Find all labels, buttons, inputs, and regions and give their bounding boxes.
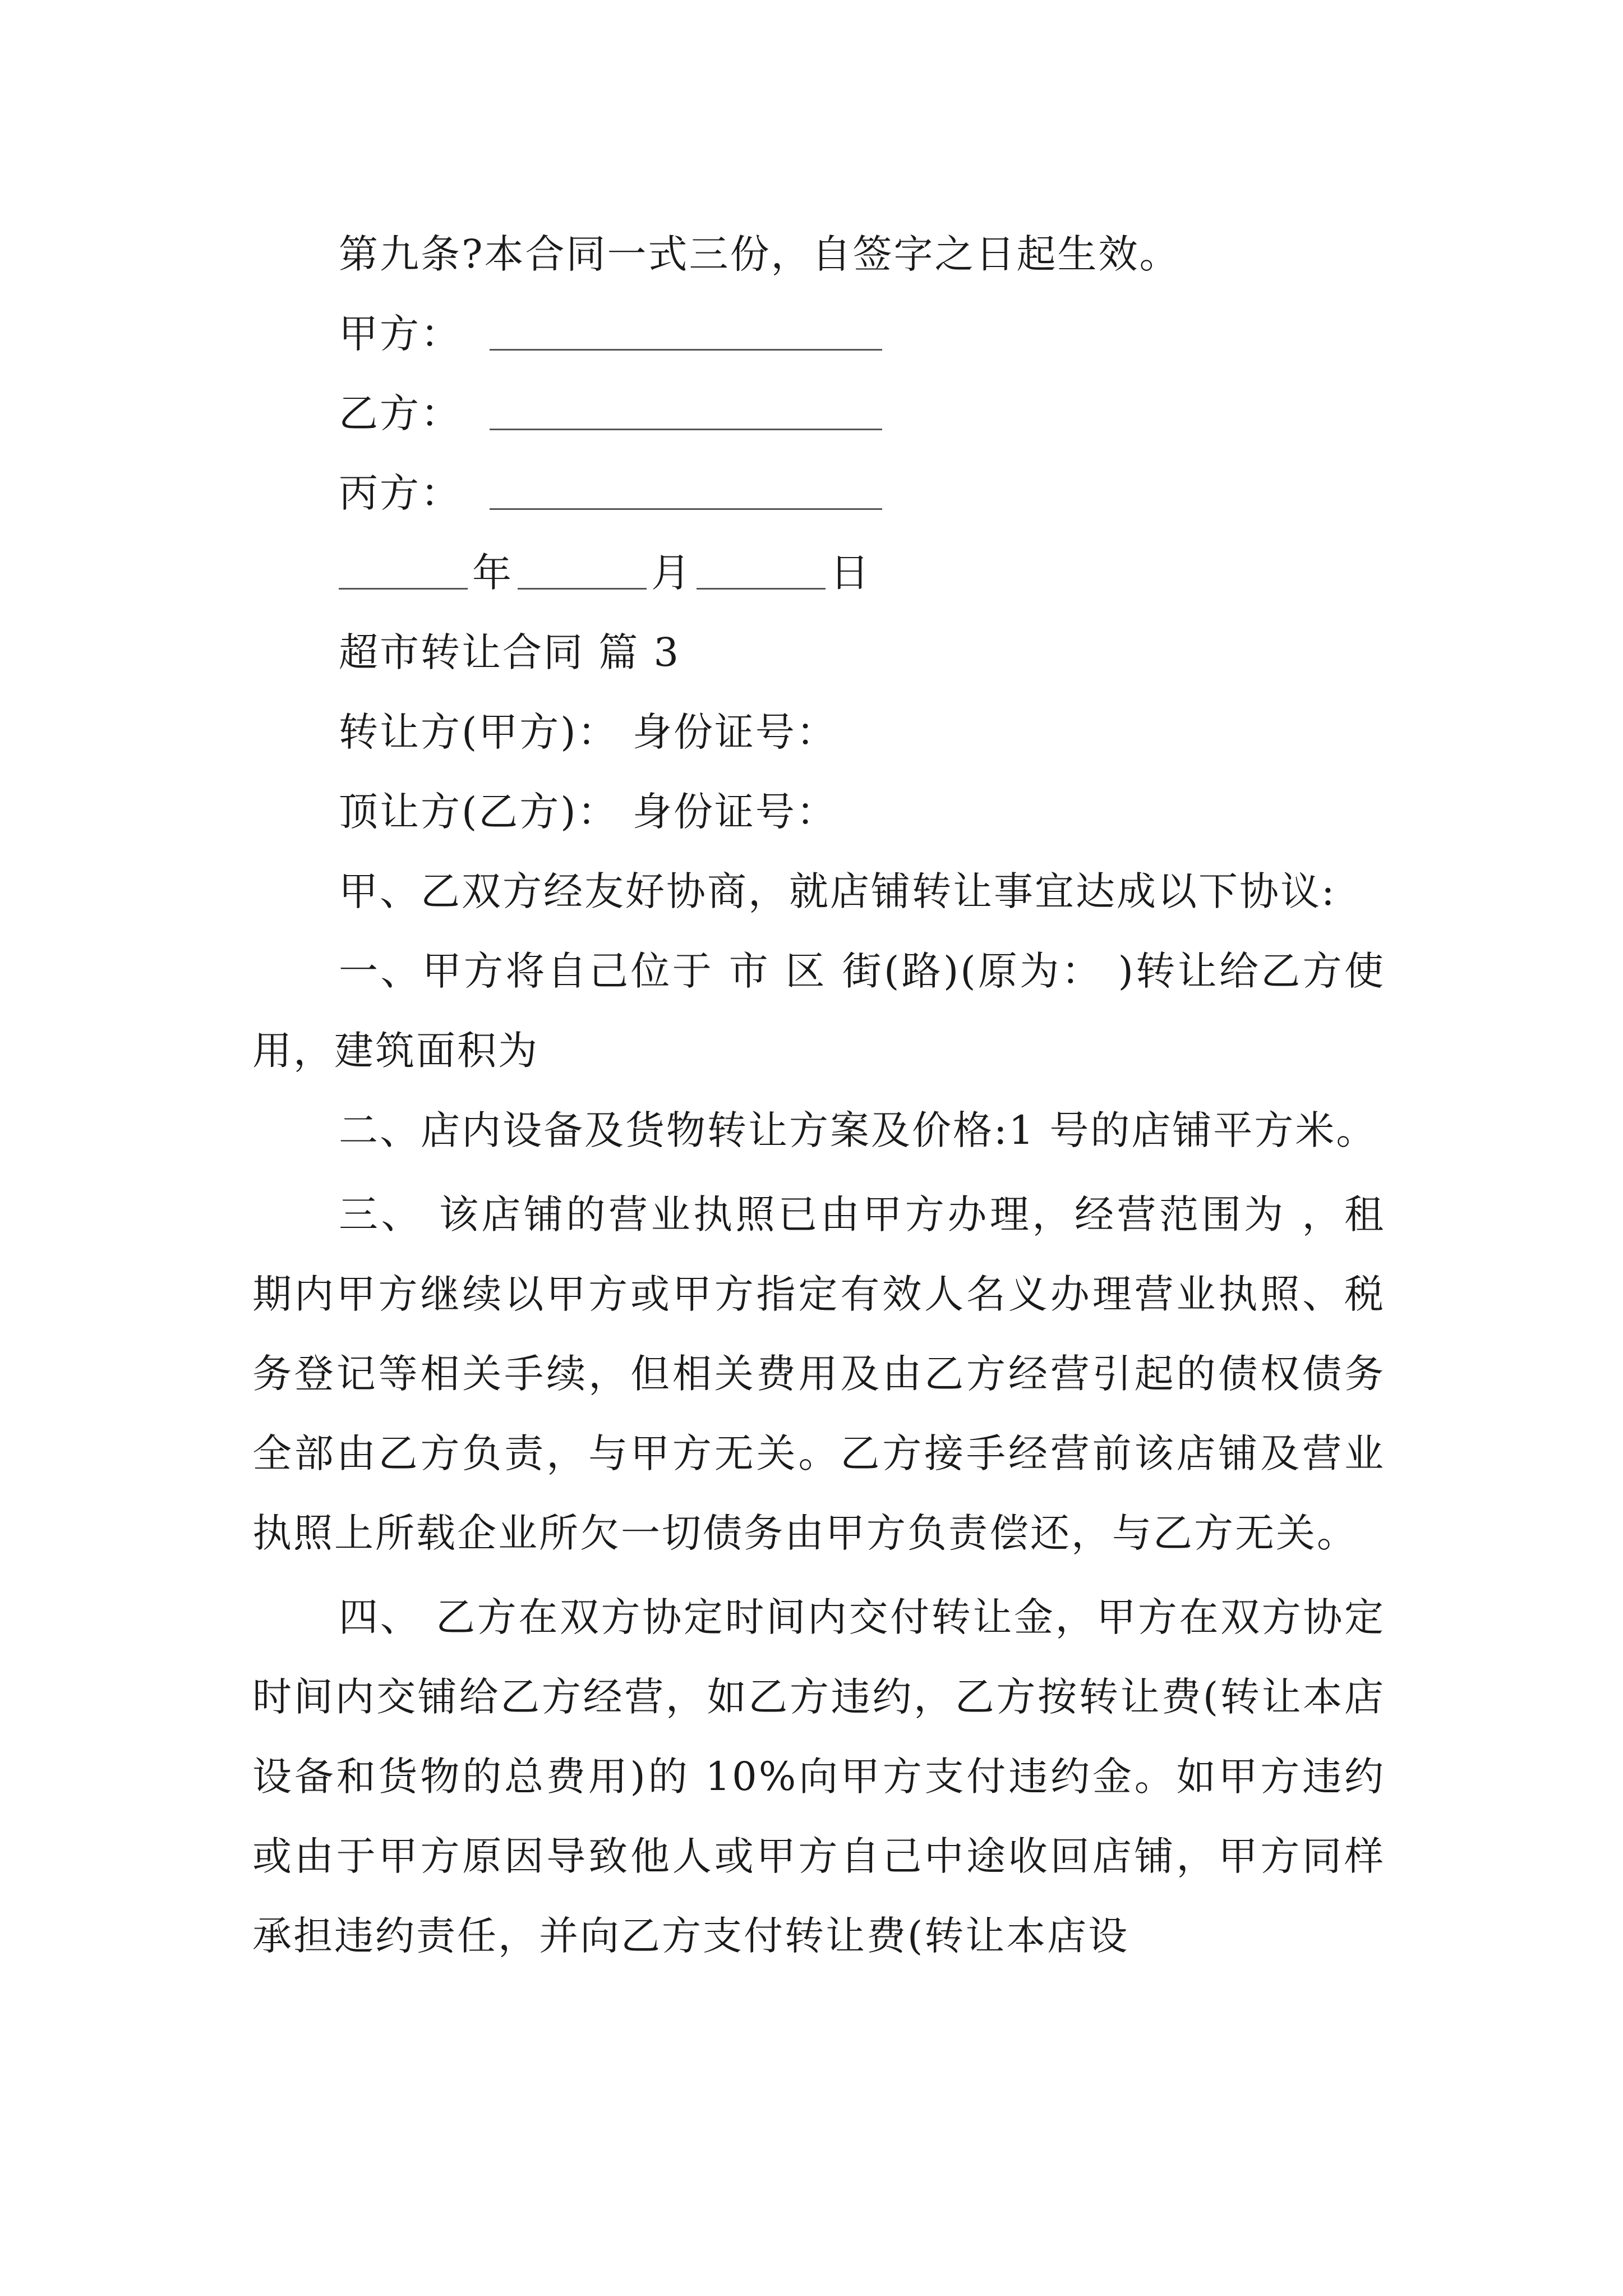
- day-label: 日: [830, 550, 871, 596]
- date-line: [252, 533, 1385, 613]
- signature-label: 乙方：: [339, 390, 462, 436]
- signature-party-c: [252, 453, 1385, 533]
- clause-4: 四、 乙方在双方协定时间内交付转让金，甲方在双方协定时间内交铺给乙方经营，如乙方违约，乙方按转让费(转让本店设备和货物的总费用)的 10%向甲方支付违约金。如甲方违约或由于甲方原因导致他人或甲方自己中途收回店铺，甲方同样承担违约责任，并向乙方支付转让费(转让本店设: [252, 1594, 1385, 1959]
- signature-blank-line: [490, 349, 882, 351]
- day-blank: [697, 588, 826, 590]
- clause-3: 三、 该店铺的营业执照已由甲方办理，经营范围为 ，租期内甲方继续以甲方或甲方指定有效人名义办理营业执照、税务登记等相关手续，但相关费用及由乙方经营引起的债权债务全部由乙方负责，与甲方无关。乙方接手经营前该店铺及营业执照上所载企业所欠一切债务由甲方负责偿还，与乙方无关。: [252, 1191, 1385, 1556]
- transferee-line: 顶让方(乙方)： 身份证号：: [339, 789, 837, 835]
- month-label: 月: [651, 550, 692, 596]
- signature-party-a: [252, 294, 1385, 374]
- document-body: [252, 214, 1385, 1976]
- intro-line: 甲、乙双方经友好协商，就店铺转让事宜达成以下协议:: [339, 868, 1336, 914]
- year-blank: [339, 588, 468, 590]
- year-label: 年: [472, 550, 513, 596]
- clause-2: 二、店内设备及货物转让方案及价格:1 号的店铺平方米。: [339, 1107, 1377, 1153]
- signature-label: 丙方：: [339, 470, 462, 516]
- transferor-line: 转让方(甲方)： 身份证号：: [339, 709, 837, 755]
- article-9-line: 第九条?本合同一式三份，自签字之日起生效。: [339, 231, 1181, 277]
- signature-label: 甲方：: [339, 311, 462, 357]
- signature-blank-line: [490, 429, 882, 430]
- month-blank: [518, 588, 647, 590]
- signature-party-b: [252, 374, 1385, 453]
- section-title: 超市转让合同 篇 3: [339, 629, 681, 675]
- clause-1: 一、甲方将自己位于 市 区 街(路)(原为： )转让给乙方使用，建筑面积为: [252, 948, 1385, 1074]
- signature-blank-line: [490, 508, 882, 510]
